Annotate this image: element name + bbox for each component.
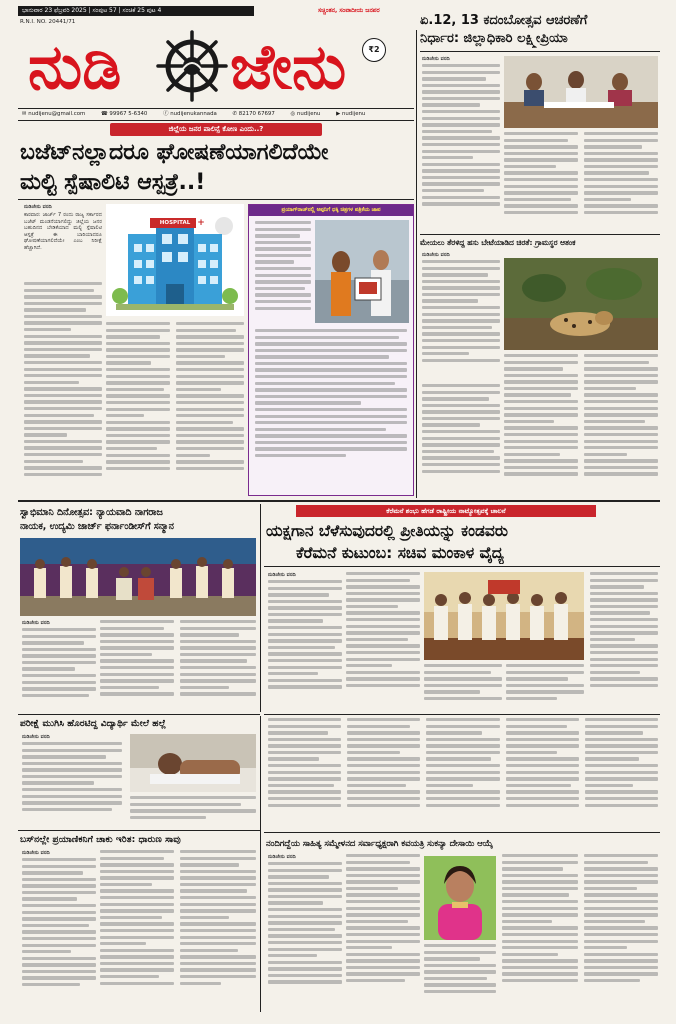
honour-headline-line1: ಸ್ವಾಭಿಮಾನಿ ದಿನೋತ್ಸವ: ನ್ಯಾಯವಾದಿ ನಾಗರಾಜ [20,507,163,518]
lead-body-column [176,322,244,494]
yakshagana-headline-line1: ಯಕ್ಷಗಾನ ಬೆಳೆಸುವುದರಲ್ಲಿ ಪ್ರೀತಿಯನ್ನು ಕಂಡವರು [266,522,508,540]
email-icon: ✉ [22,111,27,117]
lead-body-text: ಕಾರವಾರ: ಜಾರ್ಜ್ 7 ರಂದು ರಾಜ್ಯ ಸರ್ಕಾರದ ಬಜೆಟ್ ಮಂಡನೆಯಾಗಲಿದ್ದು ಜಿಲ್ಲೆಯ ಜನರ ಬಹುದಿನದ ಬೇಡಿಕೆಯಾದ ಮಲ್ಟಿ ಸ್ಪೆಷಾಲಿಟಿ ಆಸ್ಪತ್ರೆ ಈ ಬಾರಿಯಾದರೂ ಘೋಷಣೆಯಾಗಲಿದೆಯೇ ಎಂಬ ನಿರೀಕ್ಷೆ ಹೆಚ್ಚಾಗಿದೆ. [24,212,102,251]
leopard-headline: ಮೇಯಲು ತೆರಳಿದ್ದ ಹಸು ಬೇಟೆಯಾಡಿದ ಚಿರತೆ: ಗ್ರಾಮಸ್ಥರ ಆತಂಕ [420,238,576,247]
right-byline: ನುಡಿಜೇನು ವರದಿ [422,56,450,62]
yakshagana-byline: ನುಡಿಜೇನು ವರದಿ [268,572,296,578]
honour-body-column [22,628,96,710]
right-body-column [584,132,658,230]
leopard-photo [504,258,658,350]
right-body-column [504,132,578,230]
reg-number: R.N.I. NO. 20441/71 [20,19,76,25]
promo-photo [315,220,409,323]
phone-icon: ☎ [100,111,108,117]
hospital-sign: HOSPITAL [159,220,191,226]
divider [260,504,261,712]
lead-body-column [24,282,102,494]
contact-social-2: nudijenu [341,111,366,117]
facebook-icon: ⓕ [163,111,169,117]
ship-wheel-logo [156,30,228,102]
sammelana-body-column [502,854,578,1008]
poet-portrait [424,856,496,940]
contact-bar [18,108,414,121]
exam-byline: ನುಡಿಜೇನು ವರದಿ [22,734,50,740]
honour-byline: ನುಡಿಜೇನು ವರದಿ [22,620,50,626]
leopard-body-column [422,384,500,496]
exam-body-column [22,742,122,826]
divider [264,566,660,567]
right-body-column [422,64,500,230]
masthead-title [28,28,383,106]
divider [18,199,414,200]
contact-email: nudijenu@gmail.com [28,111,86,117]
hospital-cross-icon: + [197,218,205,228]
contact-social-1: nudijenu [296,111,321,117]
leopard-body-column [504,354,578,496]
lead-headline-line1: ಬಜೆಟ್‌ನಲ್ಲಾದರೂ ಘೋಷಣೆಯಾಗಲಿದೆಯೇ [20,140,329,165]
tagline: ಸಚ್ಚಿಂತನ, ಸಂವಾದೀಯ ಜನಪರ [318,7,380,14]
masthead-title-left: ನುಡಿ [28,30,122,103]
yakshagana-body-column [346,572,420,710]
divider [18,500,660,502]
yakshagana-body-column [268,718,658,830]
promo-text-column [255,221,311,325]
honour-body-column [180,620,256,710]
yakshagana-kicker: ಕೆರೆಮನೆ ಶಂಭು ಹೆಗಡೆ ರಾಷ್ಟ್ರೀಯ ನಾಟ್ಯೋತ್ಸವಕ್ಕೆ ಚಾಲನೆ [296,505,596,517]
right-headline-line2: ನಿರ್ಧಾರ: ಜಿಲ್ಲಾಧಿಕಾರಿ ಲಕ್ಷ್ಮೀಪ್ರಿಯಾ [420,31,568,46]
lead-byline: ನುಡಿಜೇನು ವರದಿ [24,204,52,210]
right-headline-line1: ಏ.12, 13 ಕದಂಬೋತ್ಸವ ಆಚರಣೆಗೆ [420,13,588,28]
bus-byline: ನುಡಿಜೇನು ವರದಿ [22,850,50,856]
sammelana-body-column [346,854,420,1008]
student-photo [130,734,256,792]
honour-photo [20,538,256,616]
divider [416,30,417,498]
bus-body-column [22,858,96,1008]
divider [420,234,660,235]
leopard-body-column [584,354,658,496]
sammelana-body-column [268,862,342,1008]
hospital-illustration [106,204,244,316]
lead-kicker: ಜಿಲ್ಲೆಯ ಜನರ ಪಾಲಿನ್ಸೆ ಕೋಣ ಎಂದು..? [110,123,322,136]
divider [260,716,261,1012]
divider [18,714,260,715]
youtube-icon: ▶ [336,111,341,117]
meeting-photo [504,56,658,128]
masthead-title-right: ಜೇನು [230,30,347,103]
contact-site: nudijenukannada [170,111,217,117]
sammelana-headline: ನಂದಿಗದ್ದೆಯ ಸಾಹಿತ್ಯ ಸಮ್ಮೇಳನದ ಸರ್ವಾಧ್ಯಕ್ಷರಾಗಿ ಕವಯತ್ರಿ ಸುಕನ್ಯಾ ದೇಸಾಯಿ ಆಯ್ಕೆ [266,838,493,848]
sammelana-byline: ನುಡಿಜೇನು ವರದಿ [268,854,296,860]
bus-headline: ಬಸ್‌ನಲ್ಲೇ ಪ್ರಯಾಣಿಕನಿಗೆ ಚಾಕು ಇರಿತ: ಧಾರುಣ ಸಾವು [20,834,181,845]
contact-phone-1: 99967 5-6340 [109,111,148,117]
sammelana-body-column [424,944,496,1008]
exam-headline: ಪರೀಕ್ಷೆ ಮುಗಿಸಿ ಹೊರಟಿದ್ದ ವಿದ್ಯಾರ್ಥಿ ಮೇಲೆ ಹಲ್ಲೆ [20,718,167,729]
date-line: ಭಾನುವಾರ 23 ಫೆಬ್ರವರಿ 2025 | ಸಂಪುಟ 57 | ಸಂಚಿಕೆ 25 ಪುಟ 4 [18,6,254,16]
promo-text-column [255,329,407,489]
promo-box [248,204,414,496]
divider [420,51,660,52]
sammelana-body-column [584,854,658,1008]
bus-body-column [100,850,174,1008]
contact-phone-2: 82170 67697 [238,111,275,117]
yakshagana-body-column [268,580,342,710]
bus-body-column [180,850,256,1008]
exam-body-column [130,796,256,826]
honour-body-column [100,620,174,710]
yakshagana-body-column [590,572,658,710]
leopard-body-column [422,260,500,380]
yakshagana-photo [424,572,584,660]
price-badge: ₹2 [362,38,386,62]
lead-headline-line2: ಮಲ್ಟಿ ಸ್ಪೆಷಾಲಿಟಿ ಆಸ್ಪತ್ರೆ..! [20,170,206,195]
lead-body-column [106,322,170,494]
promo-strip: ಪ್ರಯಾಗ್‌ರಾಜ್‌ನಲ್ಲಿ ಅಪ್ಪನಿಗೆ ಧಕ್ಕಿ ಚಿತ್ರಗಳ ಪತ್ರಿಕೆಯ ಜಾಪ [249,205,413,216]
divider [18,830,260,831]
yakshagana-body-column [424,664,502,710]
divider [264,832,660,833]
divider [264,714,660,715]
leopard-byline: ನುಡಿಜೇನು ವರದಿ [422,252,450,258]
instagram-icon: ◎ [290,111,296,117]
yakshagana-body-column [506,664,584,710]
yakshagana-headline-line2: ಕೆರೆಮನೆ ಕುಟುಂಬ: ಸಚಿವ ಮಂಕಾಳ ವೈದ್ಯ [296,544,504,562]
honour-headline-line2: ನಾಯಕ, ಉದ್ಯಮಿ ಜಾರ್ಜ್ ಫರ್ನಾಂಡೀಸ್‌ಗೆ ಸನ್ಮಾನ [20,521,174,532]
whatsapp-icon: ✆ [232,111,238,117]
